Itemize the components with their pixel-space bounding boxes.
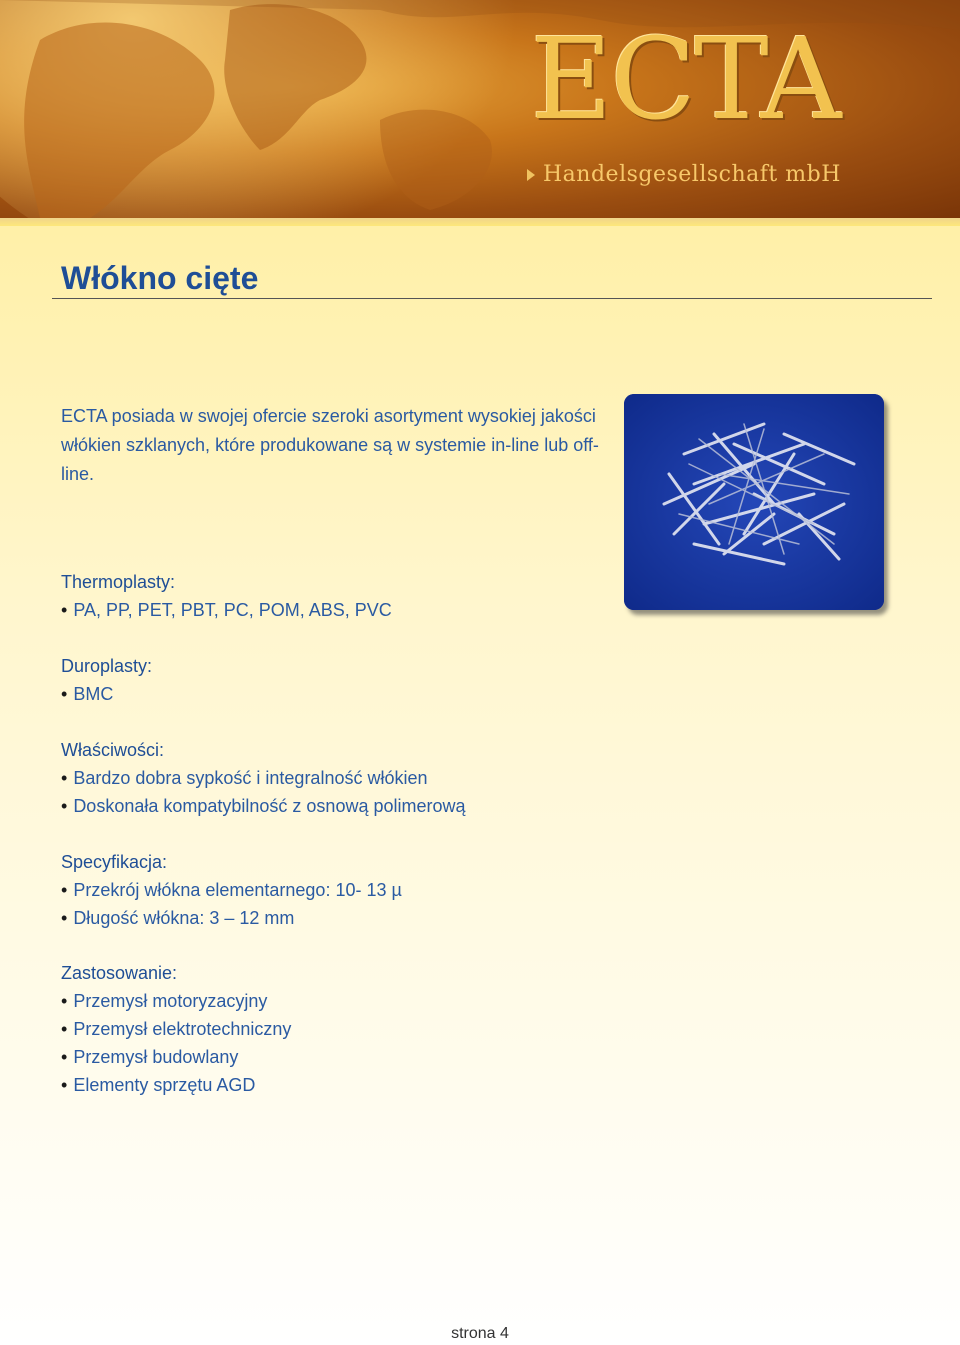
section-heading-specyfikacja: Specyfikacja:: [61, 852, 168, 872]
intro-paragraph: ECTA posiada w swojej ofercie szeroki asortyment wysokiej jakości włókien szklanych, które produkowane są w systemie in-line lub off-line.: [61, 406, 599, 484]
list-item: • Doskonała kompatybilność z osnową polimerową: [61, 796, 466, 816]
title-rule: [52, 298, 932, 299]
list-item: • Długość włókna: 3 – 12 mm: [61, 908, 295, 928]
section-heading-zastosowanie: Zastosowanie:: [61, 963, 178, 983]
list-item: • Przemysł budowlany: [61, 1047, 239, 1067]
list-item: • PA, PP, PET, PBT, PC, POM, ABS, PVC: [61, 600, 392, 620]
list-item: • Przemysł motoryzacyjny: [61, 991, 268, 1011]
header-banner: [0, 0, 960, 218]
section-heading-wlasciwosci: Właściwości:: [61, 740, 165, 760]
banner-divider: [0, 218, 960, 226]
list-item: • BMC: [61, 684, 114, 704]
section-heading-duroplasty: Duroplasty:: [61, 656, 153, 676]
page-number: strona 4: [451, 1325, 509, 1342]
list-item: • Elementy sprzętu AGD: [61, 1075, 256, 1095]
glass-fiber-photo: [624, 394, 884, 610]
logo-text: ECTA: [530, 15, 840, 145]
section-heading-thermoplasty: Thermoplasty:: [61, 572, 176, 592]
list-item: • Bardzo dobra sypkość i integralność włókien: [61, 768, 428, 788]
list-item: • Przekrój włókna elementarnego: 10- 13 µ: [61, 880, 402, 900]
list-item: • Przemysł elektrotechniczny: [61, 1019, 292, 1039]
arrow-right-icon: [527, 169, 535, 181]
page-title: Włókno cięte: [61, 260, 259, 296]
logo-subtitle: Handelsgesellschaft mbH: [543, 162, 841, 187]
